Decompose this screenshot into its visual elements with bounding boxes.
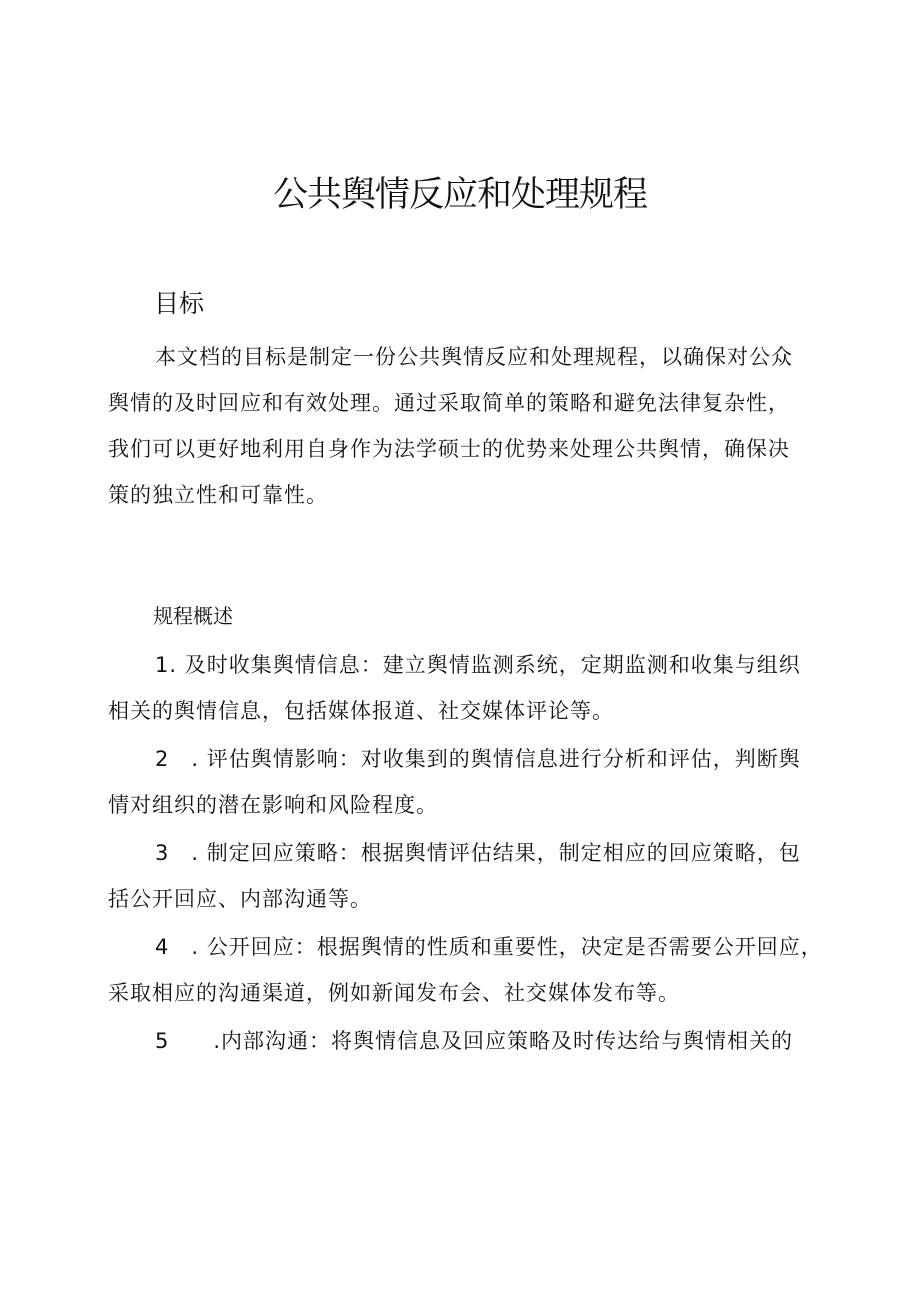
list-item: [108, 736, 838, 828]
list-item-line: 相关的舆情信息，包括媒体报道、社交媒体评论等。: [108, 699, 614, 723]
list-item: [108, 830, 838, 922]
section-heading-goal: 目标: [154, 289, 205, 318]
list-item-line: 括公开回应、内部沟通等。: [108, 887, 372, 911]
list-item-line: 5 .内部沟通：将舆情信息及回应策略及时传达给与舆情相关的: [155, 1029, 794, 1053]
list-item-line: 3 . 制定回应策略：根据舆情评估结果，制定相应的回应策略，包: [155, 841, 801, 865]
list-item: [108, 924, 838, 1016]
intro-line: 我们可以更好地利用自身作为法学硕士的优势来处理公共舆情，确保决: [108, 437, 790, 461]
intro-line: 策的独立性和可靠性。: [108, 483, 328, 507]
document-title: 公共舆情反应和处理规程: [272, 175, 647, 215]
list-item: [108, 642, 838, 734]
list-item: [108, 1018, 838, 1064]
list-item-line: 1. 及时收集舆情信息：建立舆情监测系统，定期监测和收集与组织: [155, 653, 801, 677]
list-item-line: 2 . 评估舆情影响：对收集到的舆情信息进行分析和评估，判断舆: [155, 747, 801, 771]
list-item-line: 4 . 公开回应：根据舆情的性质和重要性，决定是否需要公开回应，: [155, 935, 823, 959]
subheading-overview: 规程概述: [153, 604, 233, 628]
list-item-line: 情对组织的潜在影响和风险程度。: [108, 793, 438, 817]
intro-line: 舆情的及时回应和有效处理。通过采取简单的策略和避免法律复杂性，: [108, 391, 790, 415]
intro-paragraph: [108, 334, 838, 518]
intro-line: 本文档的目标是制定一份公共舆情反应和处理规程，以确保对公众: [155, 345, 793, 369]
list-item-line: 采取相应的沟通渠道，例如新闻发布会、社交媒体发布等。: [108, 981, 680, 1005]
